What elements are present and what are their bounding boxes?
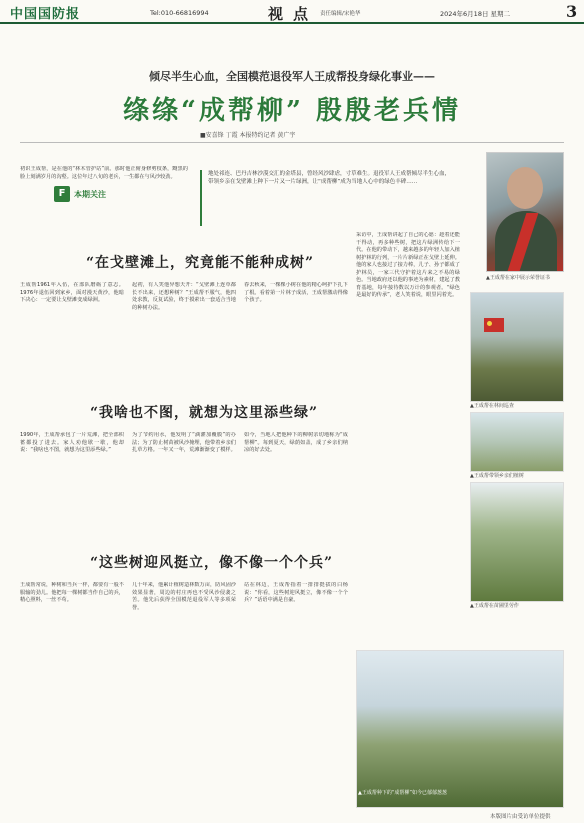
body-paragraph: 王成帮1961年入伍，在部队磨砺了意志。1976年退伍回到家乡，面对漫天黄沙，他暗下决心：一定要让戈壁滩变成绿洲。 [20,282,124,303]
photo-forest [470,292,564,402]
photo-willows [356,650,564,808]
issue-date: 2024年6月18日 星期二 [440,10,511,18]
photo-caption: ▲王成帮在苗圃里劳作 [470,603,519,609]
photo-caption: ▲王成帮带领乡亲们植树 [470,473,524,479]
body-paragraph: 为了节约用水，他发明了“滴灌加覆膜”的办法；为了防止树苗被风沙掩埋，他带着乡亲们扎草方格。一年又一年，荒滩渐渐变了模样。 [132,432,236,453]
article-headline: 绦绦“成帮柳” 殷殷老兵情 [123,96,461,126]
section-title: 视点 [268,5,319,23]
article-kicker: 倾尽半生心血，全国模范退役军人王成帮投身绿化事业—— [149,70,435,83]
right-column-paragraph: 采访中，王成帮讲起了自己的心愿：趁着还能干得动，再多种些树，把这片绿洲传给下一代。在他的带动下，越来越多的年轻人加入植树护林的行列，一片片新绿正在戈壁上延伸。他的家人也接过了接力棒，儿子、孙子都成了护林员，一家三代守护着这片来之不易的绿色。当地政府还以他的事迹为素材，建起了教育基地，每年接待数以万计的参观者。“绿色是最好的传承”，老人笑着说，眼里闪着光。 [356,232,460,298]
photo-nursery [470,482,564,602]
flag-icon [484,318,504,332]
masthead [0,0,584,24]
body-paragraph: 王成帮常说，种树和当兵一样，都要有一股不服输的劲儿。他把每一棵树都当作自己的兵，精心照料，一丝不苟。 [20,582,124,603]
editor-credit: 责任编辑/宋艳华 [320,11,361,17]
focus-label: 本期关注 [74,190,106,199]
subheading-2: “我啥也不图，就想为这里添些绿” [90,405,319,421]
body-paragraph: 春去秋来，一棵棵小树在他的精心呵护下扎下了根。看着第一片林子成活，王成帮激动得像个孩子。 [244,282,348,303]
body-paragraph: 起初，有人笑他异想天开：“戈壁滩上连草都长不出来，还想种树？”王成帮不服气，他四处求教，反复试验，终于摸索出一套适合当地的种树办法。 [132,282,236,311]
photo-planting [470,412,564,472]
focus-icon: F [54,186,70,202]
divider [20,142,564,143]
telephone: Tel:010-66816994 [150,9,209,17]
photo-credit: 本版图片由受访单位提供 [490,814,551,820]
subheading-3: “这些树迎风挺立，像不像一个个兵” [90,555,334,571]
photo-caption: ▲王成帮在林间巡查 [470,403,514,409]
body-paragraph: 几十年来，他累计植树造林数万亩，防风固沙效果显著，周边的村庄再也不受风沙侵袭之苦。他先后获得全国模范退役军人等多项荣誉。 [132,582,236,611]
article-byline: ■安喜锋 丁霞 本报特约记者 黄广宇 [200,132,296,139]
newspaper-logo: 中国国防报 [10,7,81,22]
page-number: 3 [566,2,578,21]
body-paragraph: 站在林边，王成帮指着一排排挺拔的白杨说：“你看，这些树迎风挺立，像不像一个个兵？”话语中满是自豪。 [244,582,348,603]
body-paragraph: 如今，当地人把他种下的柳树亲切地称为“成帮柳”。每到夏天，绿荫如盖，成了乡亲们纳凉的好去处。 [244,432,348,453]
portrait-caption: ▲王成帮在家中展示荣誉证书 [486,275,550,281]
portrait-photo [486,152,564,272]
lead-paragraph: 地处祁连、巴丹吉林沙漠交汇的金塔县，曾经风沙肆虐，寸草难生。退役军人王成帮倾尽半生心血，带领乡亲在戈壁滩上种下一片又一片绿洲，让“成帮柳”成为当地人心中的绿色丰碑…… [200,170,455,226]
subheading-1: “在戈壁滩上，究竟能不能种成树” [86,255,315,271]
photo-caption: ▲王成帮种下的“成帮柳”如今已郁郁葱葱 [358,790,448,796]
body-paragraph: 1990年，王成帮承包了一片荒滩，把全部积蓄都投了进去。家人劝他歇一歇，他却说：“我啥也不图，就想为这里添些绿。” [20,432,124,453]
portrait-face [507,167,543,209]
intro-paragraph: 初识王成帮，是在他的“林木管护站”前。那时他正俯身修剪枝条，黝黑的脸上刻满岁月的沟壑。这位年过八旬的老兵，一生都在与风沙较劲。 [20,166,188,180]
